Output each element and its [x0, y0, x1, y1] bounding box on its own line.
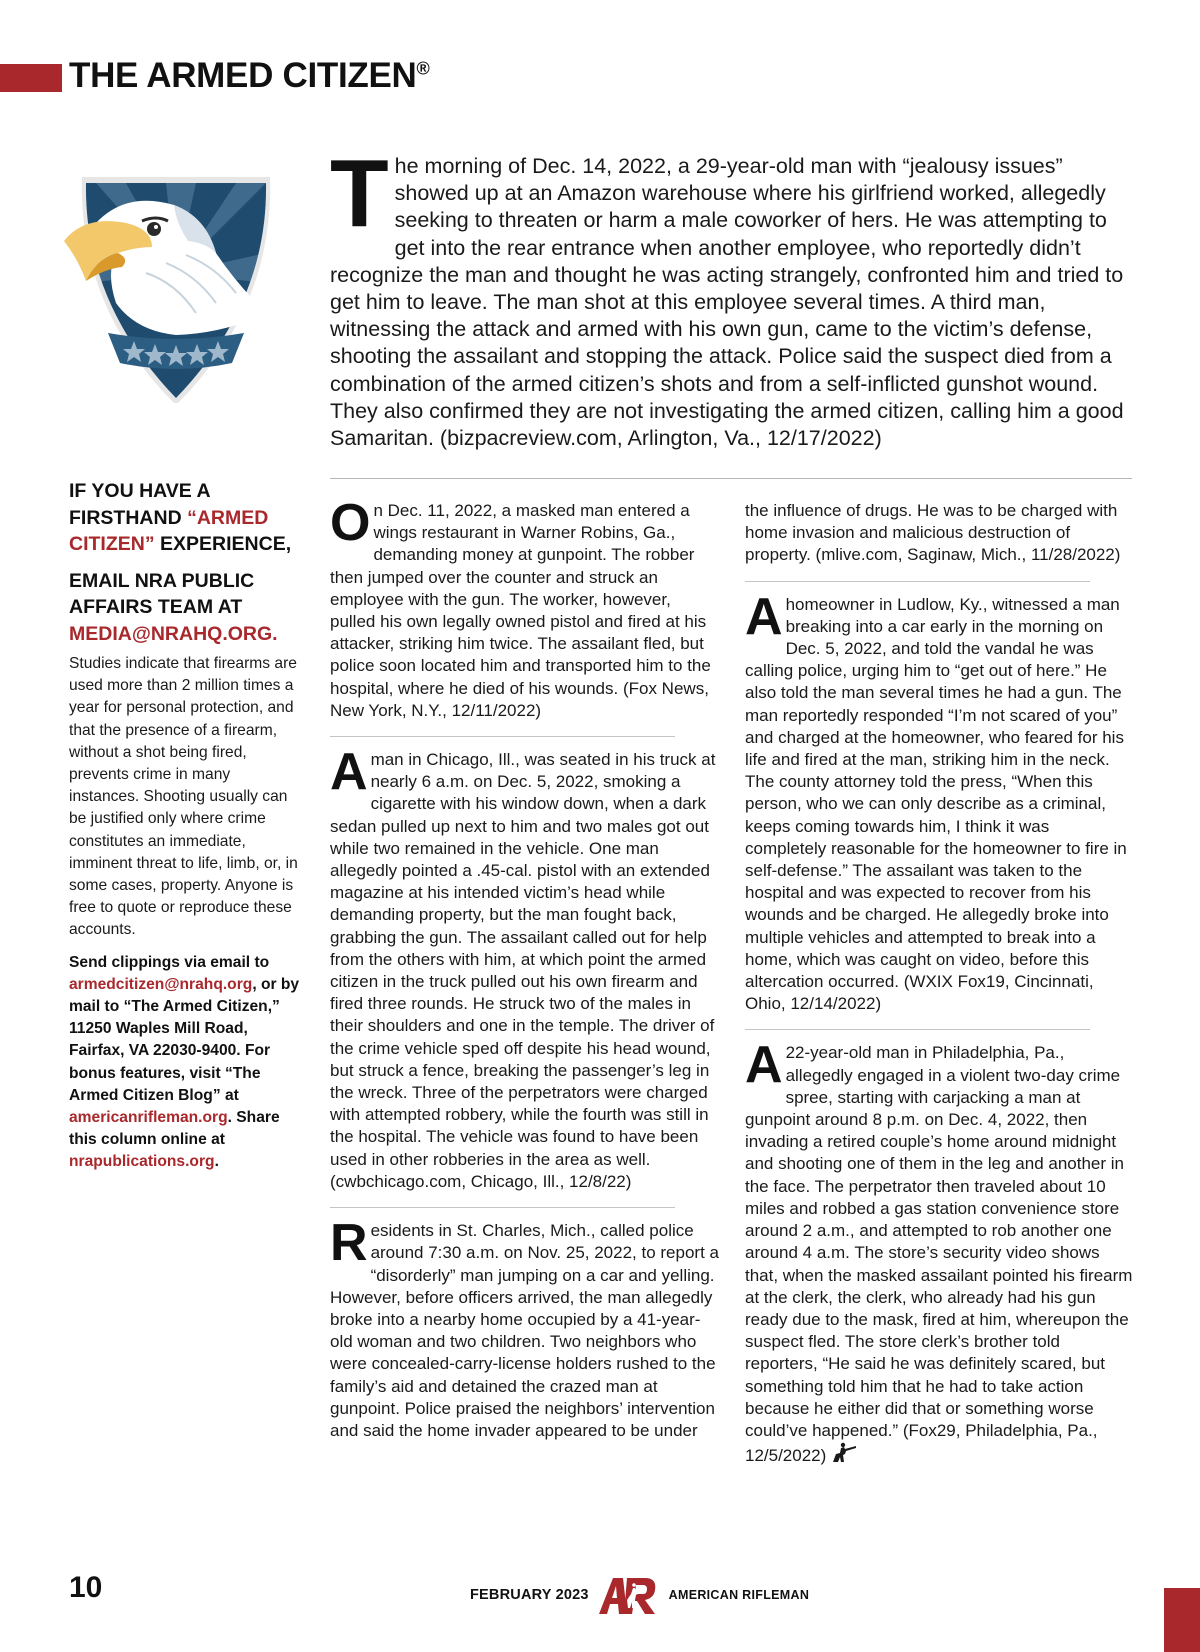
story-chicago	[330, 743, 720, 1193]
story-text: man in Chicago, Ill., was seated in his truck at nearly 6 a.m. on Dec. 5, 2022, smoking a cigarette with his window down, when a dark sedan pulled up next to him and two males got out while two remained in the vehicle. One man allegedly pointed a .45-cal. pistol with an extended magazine at his intended victim’s head while demanding property, but the man fought back, grabbing the gun. The assailant called out for help from the others with him, at which point the armed citizen in the truck pulled out his own firearm and fired three rounds. He struck two of the males in their shoulders and one in the temple. The driver of the crime vehicle sped off despite his head wound, but struck a fence, breaking the passenger’s leg in the wreck. Three of the perpetrators were charged with attempted robbery, while the fourth was still in the hospital. The vehicle was found to have been used in other robberies in the area as well. (cwbchicago.com, Chicago, Ill., 12/8/22)	[330, 750, 716, 1191]
sidebar-body: Studies indicate that firearms are used more than 2 million times a year for personal protection, and that the presence of a firearm, without a shot being fired, prevents crime in many instances. Shooting usually can be justified only where crime constitutes an immediate, imminent threat to life, limb, or, in some cases, property. Anyone is free to quote or reproduce these accounts.	[69, 655, 298, 939]
sidebar-send-clippings: Send clippings via email to armedcitizen@nrahq.org, or by mail to “The Armed Citizen,” 11250 Waples Mill Road, Fairfax, VA 22030-9400. For bonus features, visit “The Armed Citizen Blog” at americanrifleman.org. Share this column online at nrapublications.org.	[69, 953, 300, 1171]
story-ludlow	[745, 587, 1135, 1016]
story-dropcap: A	[745, 1036, 783, 1095]
armedcitizen-email-link[interactable]: armedcitizen@nrahq.org	[69, 975, 253, 993]
lead-dropcap: T	[330, 140, 389, 247]
sidebar	[69, 478, 304, 1174]
header-accent-bar	[0, 64, 62, 92]
media-email-link[interactable]: MEDIA@NRAHQ.ORG.	[69, 622, 278, 645]
issue-date: FEBRUARY 2023	[470, 1587, 589, 1603]
lead-story-text: he morning of Dec. 14, 2022, a 29-year-old man with “jealousy issues” showed up at an Amazon warehouse where his girlfriend worked, allegedly seeking to threaten or harm a male coworker of hers. He was attempting to get into the rear entrance when another employee, who reportedly didn’t recognize the man and thought he was acting strangely, confronted him and tried to get him to leave. The man shot at this employee several times. A third man, witnessing the attack and armed with his own gun, came to the victim’s defense, shooting the assailant and stopping the attack. Police said the suspect died from a combination of the armed citizen’s shots and from a self-inflicted gunshot wound. They also confirmed they are not investigating the armed citizen, calling him a good Samaritan. (bizpacreview.com, Arlington, Va., 12/17/2022)	[330, 154, 1124, 451]
column-2	[745, 500, 1135, 1467]
footer	[470, 1572, 809, 1618]
page-title: THE ARMED CITIZEN®	[69, 56, 430, 95]
magazine-name: AMERICAN RIFLEMAN	[668, 1588, 810, 1602]
lead-story	[330, 140, 1132, 452]
story-dropcap: A	[745, 587, 783, 646]
story-philadelphia	[745, 1036, 1135, 1467]
page-number: 10	[69, 1571, 103, 1604]
nrapublications-link[interactable]: nrapublications.org	[69, 1153, 215, 1171]
section-divider	[330, 478, 1132, 479]
registered-mark: ®	[416, 58, 430, 79]
story-dropcap: R	[330, 1214, 368, 1273]
ar-logo	[597, 1574, 661, 1616]
story-divider	[330, 736, 675, 737]
story-dropcap: A	[330, 743, 368, 802]
corner-tab	[1164, 1588, 1200, 1652]
rifleman-icon	[831, 1442, 857, 1464]
story-divider	[330, 1207, 675, 1208]
sidebar-heading-experience: IF YOU HAVE A FIRSTHAND “ARMED CITIZEN” EXPERIENCE,	[69, 480, 292, 555]
story-text: esidents in St. Charles, Mich., called police around 7:30 a.m. on Nov. 25, 2022, to report a “disorderly” man jumping on a car and yelling. However, before officers arrived, the man allegedly broke into a nearby home occupied by a 41-year-old woman and two children. Two neighbors who were concealed-carry-license holders rushed to the family’s aid and detained the crazed man at gunpoint. Police praised the neighbors’ intervention and said the home invader appeared to be under	[330, 1221, 719, 1440]
story-st-charles-continued	[745, 500, 1135, 567]
story-dropcap: O	[330, 494, 371, 552]
americanrifleman-link[interactable]: americanrifleman.org	[69, 1109, 228, 1127]
column-1	[330, 494, 720, 1442]
story-st-charles	[330, 1214, 720, 1442]
story-text: 22-year-old man in Philadelphia, Pa., allegedly engaged in a violent two-day crime spree, starting with carjacking a man at gunpoint around 8 p.m. on Dec. 4, 2022, then invading a retired couple’s home around midnight and shooting one of them in the leg and another in the face. The perpetrator then traveled about 10 miles and robbed a gas station convenience store around 2 a.m., and attempted to rob another one around 4 a.m. The store’s security video shows that, when the masked assailant pointed his firearm at the clerk, the clerk, who already had his gun ready due to the mask, fired at him, whereupon the suspect fled. The store clerk’s brother told reporters, “He said he was definitely scared, but something told him that he had to take action because he either did that or something worse could’ve happened.” (Fox29, Philadelphia, Pa., 12/5/2022)	[745, 1043, 1133, 1466]
story-divider	[745, 581, 1090, 582]
story-divider	[745, 1029, 1090, 1030]
story-warner-robins	[330, 494, 720, 722]
story-text: the influence of drugs. He was to be charged with home invasion and malicious destruction of property. (mlive.com, Saginaw, Mich., 11/28/2022)	[745, 501, 1121, 565]
story-text: homeowner in Ludlow, Ky., witnessed a man breaking into a car early in the morning on Dec. 5, 2022, and told the vandal he was calling police, urging him to “get out of here.” He also told the man several times he had a gun. The man reportedly responded “I’m not scared of you” and charged at the homeowner, who feared for his life and fired at the man, striking him in the neck. The county attorney told the press, “When this person, who we can only describe as a criminal, keeps coming towards him, I think it was completely reasonable for the homeowner to fire in self-defense.” The assailant was taken to the hospital and was expected to recover from his wounds and be charged. He allegedly broke into multiple vehicles and attempted to break into a home, which was caught on video, before this altercation occurred. (WXIX Fox19, Cincinnati, Ohio, 12/14/2022)	[745, 594, 1127, 1014]
sidebar-heading-email: EMAIL NRA PUBLIC AFFAIRS TEAM AT MEDIA@NRAHQ.ORG.	[69, 569, 278, 645]
eagle-shield-logo	[56, 163, 296, 403]
story-text: n Dec. 11, 2022, a masked man entered a wings restaurant in Warner Robins, Ga., demanding money at gunpoint. The robber then jumped over the counter and struck an employee with the gun. The worker, however, pulled his own legally owned pistol and fired at his attacker, striking him twice. The assailant fled, but police soon located him and transported him to the hospital, where he died of his wounds. (Fox News, New York, N.Y., 12/11/2022)	[330, 501, 711, 720]
